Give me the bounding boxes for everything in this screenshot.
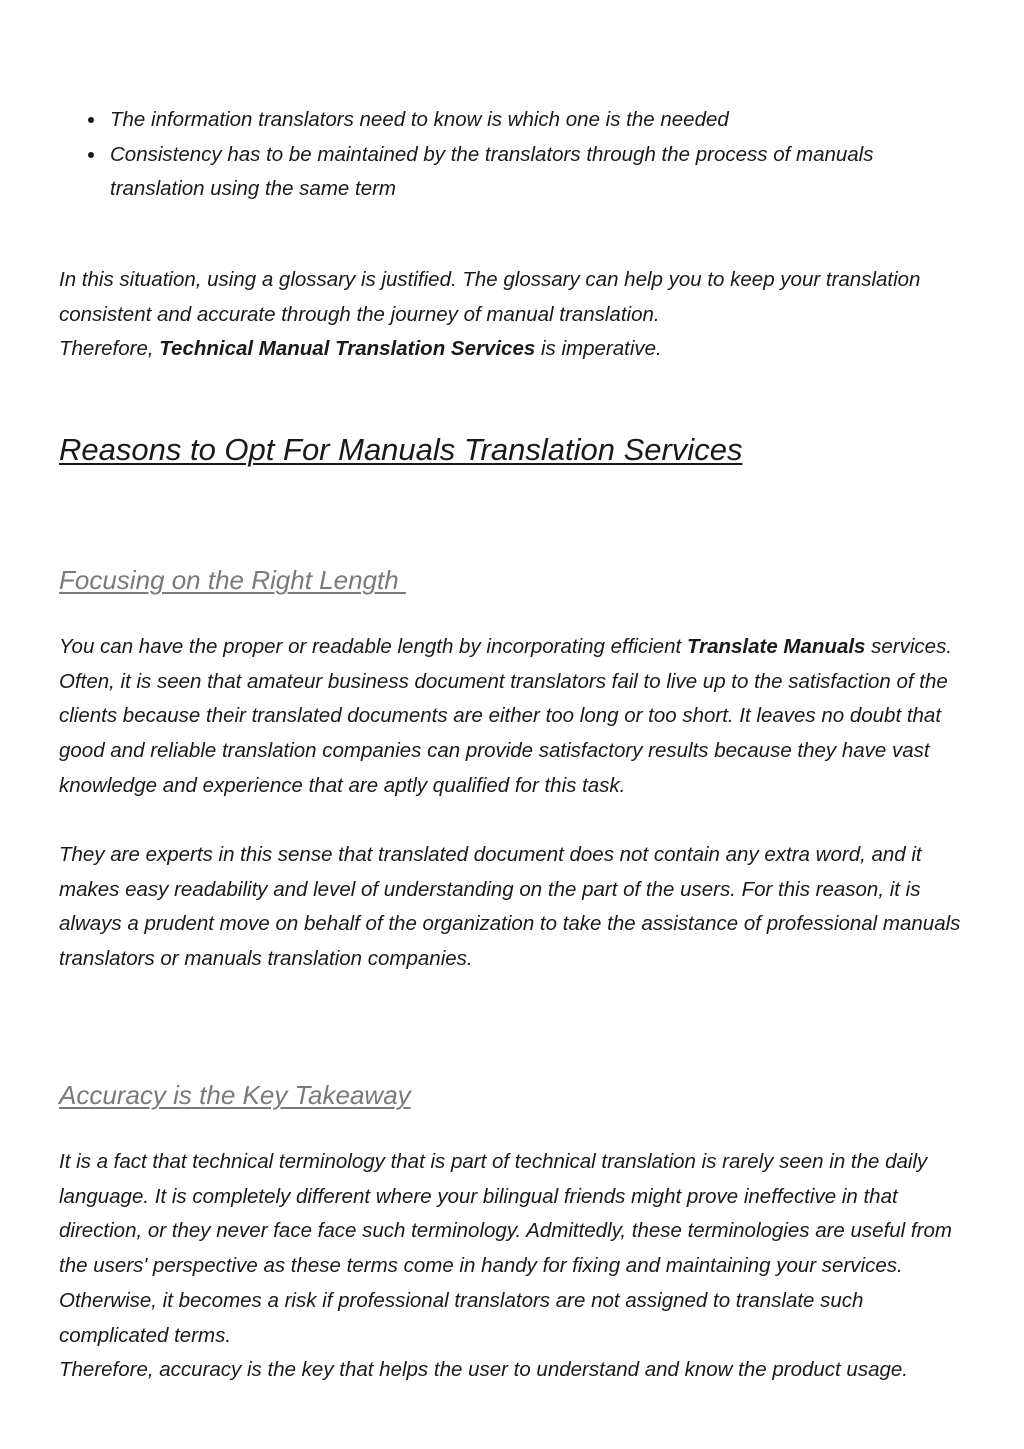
length-para1-bold: Translate Manuals [686,635,866,658]
length-paragraph-1 [59,630,969,804]
bullet-item [110,138,960,207]
intro-therefore-suffix: is imperative. [535,337,662,361]
main-heading: Reasons to Opt For Manuals Translation Services [59,432,743,467]
intro-text: In this situation, using a glossary is justified. The glossary can help you to keep your translation consistent and accurate through the journey of manual translation. [59,268,921,326]
length-paragraph-2: They are experts in this sense that translated document does not contain any extra word, and it makes easy readability and level of understanding on the part of the users. For this reason, it is always a prudent move on behalf of the organization to take the assistance of professional manuals translators or manuals translation companies. [59,843,961,971]
accuracy-paragraph [59,1145,969,1388]
length-para1-prefix: You can have the proper or readable length by incorporating efficient [59,635,687,658]
bullet-text: Consistency has to be maintained by the translators through the process of manuals translation using the same term [110,142,874,201]
bullet-dot-icon [88,152,94,158]
bullet-dot-icon [88,117,94,123]
accuracy-para1: It is a fact that technical terminology that is part of technical translation is rarely seen in the daily language. It is completely different where your bilingual friends might prove ineffective in that direction, or they never face face such terminology. Admittedly, these terminologies are useful from the users' perspective as these terms come in handy for fixing and maintaining your services. Otherwise, it becomes a risk if professional translators are not assigned to translate such complicated terms. [59,1150,952,1347]
section-heading-length: Focusing on the Right Length [59,565,406,595]
bullet-list [110,103,960,207]
length-para1-suffix: services. Often, it is seen that amateur business document translators fail to live up to the satisfaction of the clients because their translated documents are either too long or too short. It leaves no doubt that good and reliable translation companies can provide satisfactory results because they have vast knowledge and experience that are aptly qualified for this task. [59,635,953,797]
bullet-text: The information translators need to know is which one is the needed [110,108,729,131]
intro-therefore-prefix: Therefore, [59,337,160,361]
intro-therefore-bold: Technical Manual Translation Services [159,337,536,361]
bullet-item [110,103,960,138]
section-heading-accuracy: Accuracy is the Key Takeaway [59,1080,411,1110]
intro-paragraph [59,263,969,367]
accuracy-para2: Therefore, accuracy is the key that helps the user to understand and know the product usage. [59,1358,908,1382]
